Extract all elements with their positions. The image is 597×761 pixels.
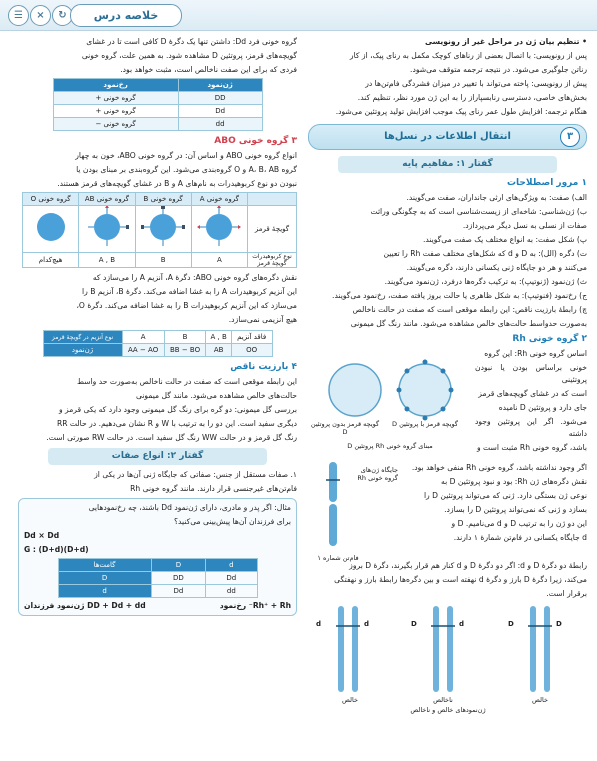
punnett-cell: d — [58, 585, 151, 598]
allele-letter: D — [556, 620, 562, 628]
section-title-bar — [308, 124, 587, 150]
text-line: رنگ گل قرمز و در حالت WW رنگ گل سفید است. در حالت RW صورتی است. — [46, 433, 297, 442]
punnett-cell: Dd — [151, 585, 206, 598]
text-line: ت) دگره (الل): به D و d که شکل‌های مختلف صفت Rh را تعیین — [383, 249, 587, 258]
example-question: برای فرزندان آن‌ها پیش‌بینی می‌کنید؟ — [173, 517, 291, 526]
text-line: الف) صفت: به ویژگی‌های ارثی جانداران، صفت می‌گویند. — [406, 193, 587, 202]
chromosome-1-icon — [318, 460, 348, 550]
text-line: گروه A، B، AB و O گروه‌بندی می‌شود. این گروه‌بندی بر مبنای بودن یا — [76, 165, 297, 174]
text-line: ب) ژن‌شناسی: شاخه‌ای از زیست‌شناسی است که به چگونگی وراثت — [370, 207, 587, 216]
abo-header: گروه خونی A — [191, 193, 247, 206]
allele-letter: d — [459, 620, 465, 628]
enzyme-table — [43, 330, 273, 357]
text-line: این دو ژن را به ترتیب D و d می‌نامیم. D و — [451, 519, 587, 528]
table-header: ژن‌نمود — [178, 79, 262, 92]
text-line: خونی براساس بودن یا نبودن پروتئینی — [475, 363, 587, 384]
section-number: ۳ — [560, 127, 580, 147]
punnett-header: D — [151, 559, 206, 572]
text-line: بررسی گل میمونی: دو گره برای رنگ گل میمونی وجود دارد که یکی قرمز و — [58, 405, 297, 414]
table-cell: Dd — [178, 105, 262, 118]
text-line: باشد، گروه خونی Rh مثبت است و — [476, 443, 587, 452]
cell-ab-icon — [85, 206, 129, 248]
red-cell-no-protein — [329, 364, 381, 416]
table-cell: B — [164, 331, 206, 344]
example-result — [24, 600, 291, 612]
text-line: فام‌تن‌های غیرجنسی قرار دارند. مانند گروه خونی Rh — [130, 484, 297, 493]
circle-icon-1: ☰ — [8, 5, 29, 26]
table-cell: DD — [178, 92, 262, 105]
table-cell: OO — [231, 344, 272, 357]
text-line: هیچ آنزیمی نمی‌سازد. — [228, 315, 297, 324]
chromosome-label: جایگاه ژن‌های گروه خونی Rh — [357, 466, 398, 482]
cells-caption: مبنای گروه خونی Rh پروتئین D — [347, 442, 433, 450]
text-line: d جایگاه یکسانی در فام‌تن شمارهٔ ۱ دارند. — [453, 533, 587, 542]
text-line: پس از رونویسی: با اتصال بعضی از رناهای کوچک مکمل به رنای پیک، از کار — [349, 51, 587, 60]
text-line: به‌صورت حدواسط حالت‌های خالص مشاهده می‌شود. مانند رنگ گل میمونی — [350, 319, 587, 328]
text-line: رناتن جلوگیری می‌شود. در نتیجه ترجمه متوقف می‌شود. — [410, 65, 587, 74]
subsection-title-2: گفتار ۲: انواع صفات — [48, 448, 267, 465]
rh-cells-figure — [310, 352, 470, 472]
table-cell: A — [122, 331, 164, 344]
text-line: پیش از رونویسی: پاخته می‌تواند با تغییر در میزان فشردگی فام‌تن‌ها در — [365, 79, 587, 88]
allele-letter: d — [364, 620, 370, 628]
text-line: این رابطه موقعی است که صفت در حالت ناخالص به‌صورت حد واسط — [77, 377, 297, 386]
row-label: نوع کربوهیدرات گویچهٔ قرمز — [248, 253, 297, 268]
text-line: اگر وجود نداشته باشد، گروه خونی Rh منفی خواهد بود. — [411, 463, 587, 472]
chromosome-caption: فام‌تن شماره ۱ — [317, 554, 359, 562]
rh-alleles-text — [397, 462, 587, 546]
phenotype-result: Rh⁺ + Rh⁻ رخ‌نمود — [219, 601, 291, 610]
terms-text — [308, 192, 587, 330]
text-line: می‌شود. اگر این پروتئین وجود داشته — [475, 417, 587, 438]
text-line: ث) ژن‌نمود (ژنوتیپ): به ترکیب دگره‌ها درفرد، ژن‌نمود می‌گویند. — [384, 277, 587, 286]
table-cell: گروه خونی + — [53, 105, 178, 118]
text-line: فردی که برای این صفت ناخالص است، مثبت خواهد بود. — [120, 65, 297, 74]
text-line: است که در غشای گویچه‌های قرمز — [478, 389, 587, 398]
chromosome-pairs-diagram — [308, 602, 587, 702]
pair-label: خالص — [342, 696, 358, 704]
section-title: انتقال اطلاعات در نسل‌ها — [384, 131, 511, 142]
punnett-cell: D — [58, 572, 151, 585]
rh-intro-block — [308, 348, 587, 480]
traits-text — [18, 469, 297, 495]
carb-cell: هیچ‌کدام — [23, 253, 79, 268]
gene-regulation-text — [308, 50, 587, 118]
abo-text — [18, 150, 297, 190]
carb-cell: B — [135, 253, 191, 268]
example-title: مثال: اگر پدر و مادری، دارای ژن‌نمود Dd باشند، چه رخ‌نمودهایی — [88, 503, 291, 512]
text-line: دیگری سفید است. این دو را به ترتیب با W و R نشان می‌دهیم. در حالت RR — [56, 419, 297, 428]
cell-b-icon — [141, 206, 185, 248]
text-line: حالت‌های خالص مشاهده می‌شود. مانند گل میمونی — [135, 391, 297, 400]
text-line: این آنزیم کربوهیدرات A را به غشا اضافه می‌کند. دگرهٔ B، آنزیم B را — [82, 287, 297, 296]
punnett-cell: Dd — [206, 572, 257, 585]
gene-regulation-title: • تنظیم بیان ژن در مراحل غیر از رونویسی — [424, 37, 587, 46]
text-line: پ) شکل صفت: به انواع مختلف یک صفت می‌گویند. — [422, 235, 587, 244]
top-bar — [0, 0, 597, 31]
text-line: جای دارد و پروتئین D نامیده — [498, 403, 587, 412]
text-line: نقش دگره‌های ژن Rh: بود و نبود پروتئین D به — [441, 477, 587, 486]
genotype-result: DD + Dd + dd ژن‌نمود فرزندان — [24, 601, 146, 610]
homozygous-figure — [308, 602, 587, 714]
rh-alleles-block — [308, 463, 587, 590]
table-header: رخ‌نمود — [53, 79, 178, 92]
text-line: نقش دگره‌های گروه خونی ABO: دگرهٔ A، آنزیم A را می‌سازد که — [92, 273, 297, 282]
heading-terms: ۱ مرور اصطلاحات — [506, 178, 587, 188]
incomplete-dominance-text — [18, 376, 297, 444]
rh-intro-text — [475, 348, 587, 456]
punnett-cell: dd — [206, 585, 257, 598]
text-line: می‌کنند و هر دو جایگاه ژنی یکسانی دارند، دگره می‌گویند. — [406, 263, 587, 272]
text-line: انواع گروه خونی ABO و اساس آن: در گروه خونی ABO، خون به چهار — [75, 151, 297, 160]
punnett-header: گامت‌ها — [58, 559, 151, 572]
table-cell: گروه خونی + — [53, 92, 178, 105]
table-header: نوع آنزیم در گویچهٔ قرمز — [43, 331, 122, 344]
abo-alleles-text — [18, 272, 297, 326]
table-header: ژن‌نمود — [43, 344, 122, 357]
text-line: گروه خونی فرد Dd: داشتن تنها یک دگرهٔ D کافی است تا در غشای — [86, 37, 297, 46]
punnett-header: d — [206, 559, 257, 572]
lesson-summary-tab[interactable]: خلاصه درس — [70, 4, 182, 27]
text-line: می‌کند، زیرا دگرهٔ D بارز و دگرهٔ d نهفته است و بین دگره‌ها رابطهٔ بارز و نهفتگی — [334, 575, 587, 584]
abo-header: گروه خونی B — [135, 193, 191, 206]
abo-header: گروه خونی O — [23, 193, 79, 206]
heading-abo: ۳ گروه خونی ABO — [214, 136, 297, 146]
allele-letter: D — [508, 620, 514, 628]
cell-label-with: گویچه قرمز با پروتئین D — [392, 420, 458, 428]
cell-a-icon — [197, 206, 241, 248]
rh-genotype-table — [53, 78, 263, 131]
text-line: بخش‌های خاصی، دسترسی رنابسپاراز را به این ژن مورد نظر، تنظیم کند. — [357, 93, 587, 102]
punnett-cell: DD — [151, 572, 206, 585]
close-icon[interactable]: × — [30, 5, 51, 26]
table-cell: BB − BO — [164, 344, 206, 357]
text-line: چ) رابطهٔ بارزیت ناقص: این رابطه موقعی است که صفت در حالت ناخالص — [352, 305, 587, 314]
text-line: گویچه‌های قرمز، پروتئین D مشاهده شود. به همین علت، گروه خونی — [81, 51, 297, 60]
text-line: ۱. صفات مستقل از جنس: صفاتی که جایگاه ژنی آن‌ها در یکی از — [94, 470, 297, 479]
right-column — [308, 36, 587, 714]
table-cell: AA − AO — [122, 344, 164, 357]
text-line: بسازد و ژنی که نمی‌تواند پروتئین D را بسازد. — [444, 505, 587, 514]
text-line: صفات از نسلی به نسل دیگر می‌پردازد. — [462, 221, 587, 230]
abo-figure-table — [22, 192, 297, 268]
allele-letter: d — [316, 620, 322, 628]
table-cell: AB — [206, 344, 231, 357]
text-line: برقرار است. — [546, 589, 587, 598]
gametes: G : (D+d)(D+d) — [24, 545, 89, 554]
left-column — [18, 36, 297, 616]
text-line: نبودن دو نوع کربوهیدرات به نام‌های A و B در غشای گویچه‌های قرمز هستند. — [57, 179, 297, 188]
heading-incomplete-dominance: ۴ بارزیت ناقص — [230, 362, 297, 372]
punnett-square — [58, 558, 258, 598]
table-cell: A , B — [206, 331, 231, 344]
pairs-caption: ژن‌نمودهای خالص و ناخالص — [410, 706, 486, 714]
text-line: ج) رخ‌نمود (فنوتیپ): به شکل ظاهری یا حالت بروز یافته صفت، رخ‌نمود می‌گویند. — [332, 291, 587, 300]
pair-label: ناخالص — [433, 696, 453, 704]
example-box — [18, 498, 297, 616]
table-cell: گروه خونی − — [53, 118, 178, 131]
text-line: نوعی ژن بستگی دارد. ژنی که می‌تواند پروتئین D را — [423, 491, 587, 500]
pair-label: خالص — [532, 696, 548, 704]
row-label: گویچهٔ قرمز — [248, 206, 297, 253]
text-line: هنگام ترجمه: افزایش طول عمر رنای پیک موجب افزایش تولید پروتئین می‌شود. — [335, 107, 587, 116]
carb-cell: A — [191, 253, 247, 268]
text-line: اساس گروه خونی Rh: این گروه — [484, 349, 587, 358]
cross: Dd × Dd — [24, 531, 60, 540]
text-line: رابطهٔ دو دگرهٔ D و d: اگر دو دگرهٔ D و d کنار هم قرار بگیرند، دگرهٔ D بروز — [349, 561, 587, 570]
table-cell: فاقد آنزیم — [231, 331, 272, 344]
heading-rh: ۲ گروه خونی Rh — [512, 334, 587, 344]
dd-text — [18, 36, 297, 76]
carb-cell: A , B — [79, 253, 135, 268]
abo-header: گروه خونی AB — [79, 193, 135, 206]
back-icon[interactable]: ↻ — [52, 5, 73, 26]
text-line: می‌سازد که این آنزیم کربوهیدرات B را به غشا اضافه می‌کند. دگرهٔ O، — [76, 301, 297, 310]
table-cell: dd — [178, 118, 262, 131]
cell-label-without: گویچه قرمز بدون پروتئین D — [310, 420, 380, 436]
allele-letter: D — [411, 620, 417, 628]
subsection-title: گفتار ۱: مفاهیم پایه — [338, 156, 557, 173]
cell-o-icon — [29, 206, 73, 248]
